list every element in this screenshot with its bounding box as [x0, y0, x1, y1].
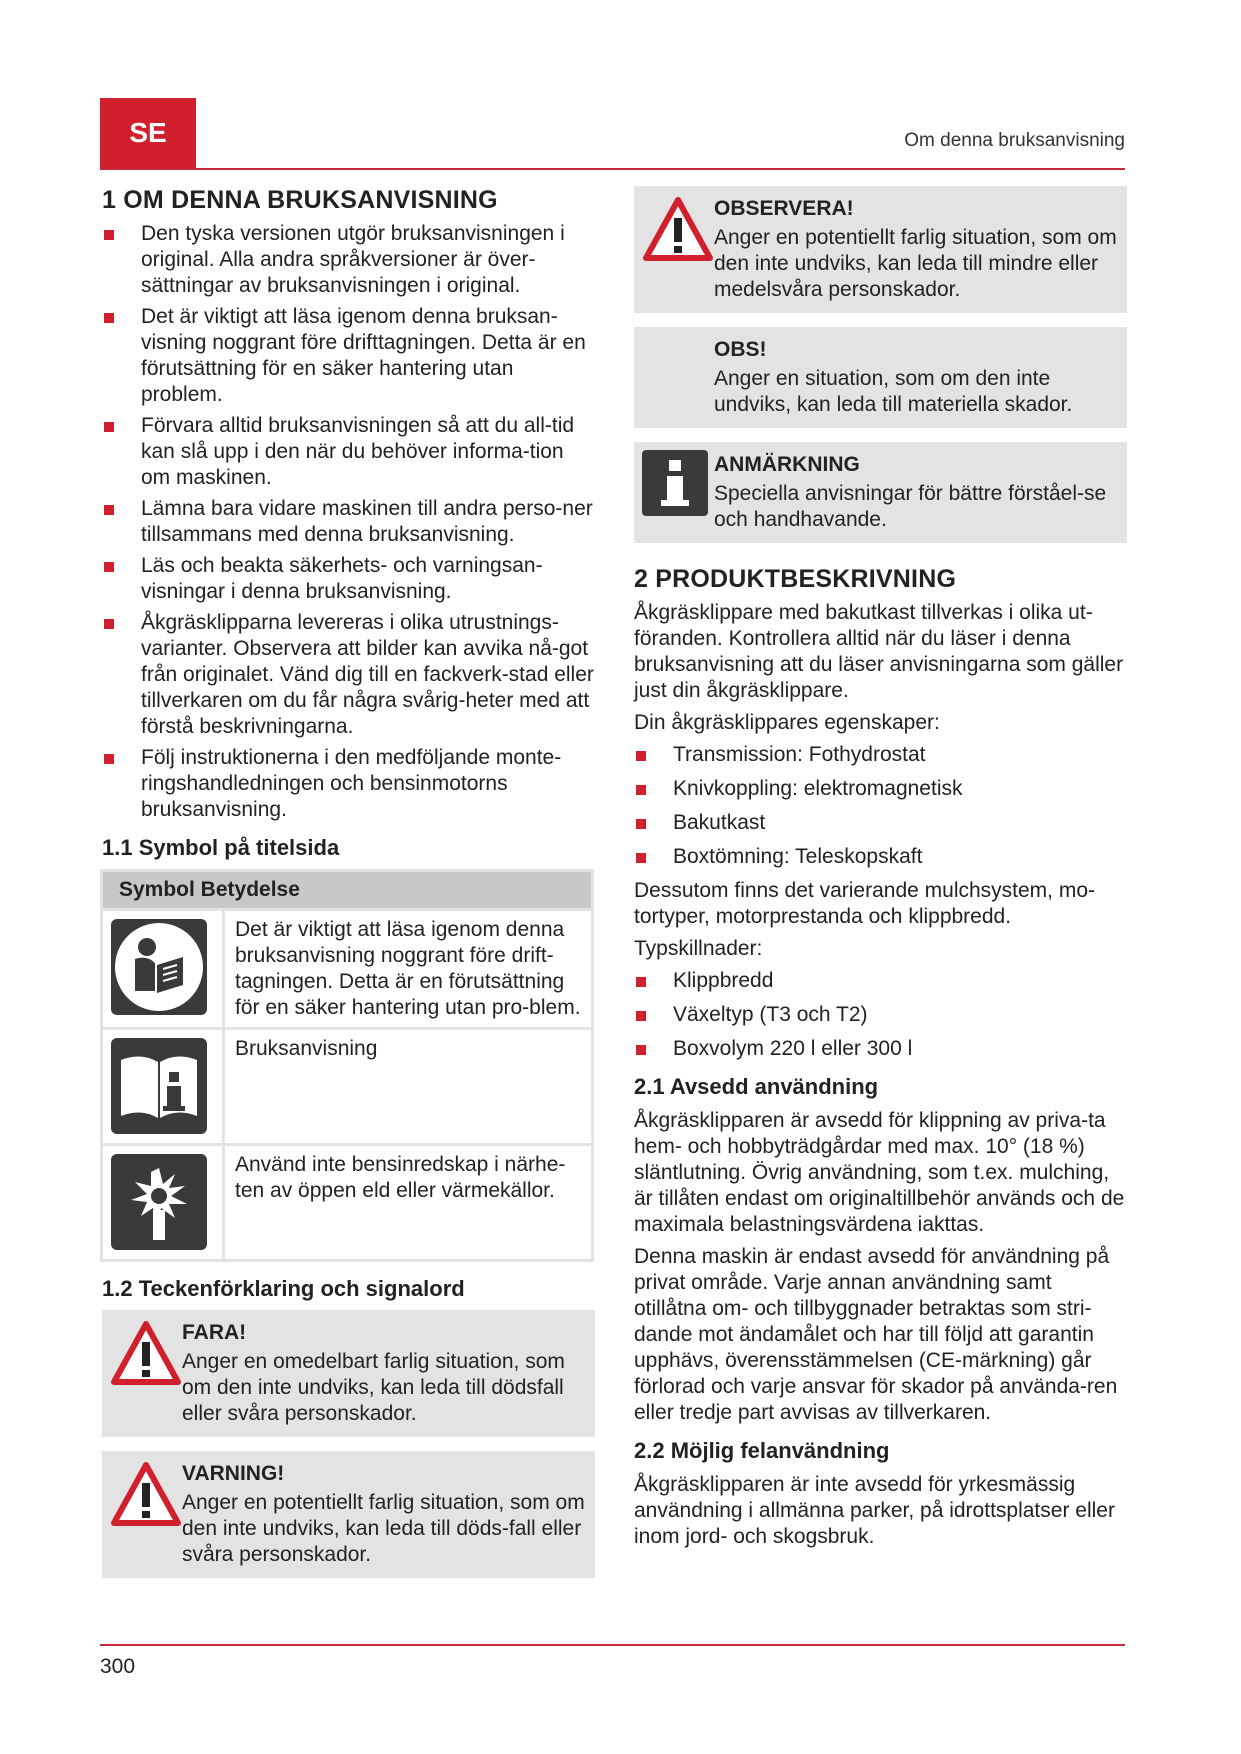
list-item: Läs och beakta säkerhets- och varningsan-visningar i denna bruksanvisning.	[102, 553, 595, 605]
bullet-square-icon	[636, 1045, 646, 1055]
symbol-meaning: Bruksanvisning	[225, 1030, 591, 1143]
list-item: Lämna bara vidare maskinen till andra perso-ner tillsammans med denna bruksanvisning.	[102, 496, 595, 548]
signal-label: ANMÄRKNING	[714, 453, 860, 476]
section-1-bullets	[102, 221, 595, 823]
bullet-square-icon	[104, 754, 114, 764]
section-2-1-paragraph: Åkgräsklipparen är avsedd för klippning av priva-ta hem- och hobbyträdgårdar med max. 10° (18 %) släntlutning. Övrig användning, som t.ex. mulching, är tillåten endast om originaltillbehör används och de maximala belastningsvärdena iakttas.	[634, 1109, 1125, 1236]
header-rule	[100, 168, 1125, 170]
bullet-square-icon	[636, 819, 646, 829]
list-item: Åkgräsklipparna levereras i olika utrustnings-varianter. Observera att bilder kan avvika nå-got från originalet. Vänd dig till en fackverk-stad eller tillverkaren om du får några svårig-heter med att förstå beskrivningarna.	[102, 610, 595, 740]
types-label: Typskillnader:	[634, 937, 763, 960]
signal-description: Anger en potentiellt farlig situation, som om den inte undviks, kan leda till mindre eller medelsvåra personskador.	[714, 226, 1117, 301]
features-label: Din åkgräsklippares egenskaper:	[634, 711, 940, 734]
list-item: Den tyska versionen utgör bruksanvisningen i original. Alla andra språkversioner är över-sättningar av bruksanvisningen i original.	[102, 221, 595, 299]
signal-box-danger	[102, 1310, 595, 1437]
list-item: Bakutkast	[634, 810, 1127, 836]
types-list	[634, 968, 1127, 1062]
page-number: 300	[100, 1655, 136, 1678]
list-item: Boxtömning: Teleskopskaft	[634, 844, 1127, 870]
list-item: Klippbredd	[634, 968, 1127, 994]
bullet-square-icon	[104, 505, 114, 515]
section-1-title: 1 OM DENNA BRUKSANVISNING	[102, 186, 498, 214]
bullet-square-icon	[104, 422, 114, 432]
list-item: Transmission: Fothydrostat	[634, 742, 1127, 768]
bullet-square-icon	[636, 785, 646, 795]
list-item: Boxvolym 220 l eller 300 l	[634, 1036, 1127, 1062]
section-1-1-title: 1.1 Symbol på titelsida	[102, 835, 340, 860]
signal-label: VARNING!	[182, 1462, 285, 1485]
table-row	[103, 911, 591, 1027]
warning-triangle-icon	[110, 1320, 186, 1391]
signal-label: OBSERVERA!	[714, 197, 854, 220]
list-item: Följ instruktionerna i den medföljande monte-ringshandledningen och bensinmotorns bruksanvisning.	[102, 745, 595, 823]
signal-box-warning	[102, 1451, 595, 1578]
signal-description: Speciella anvisningar för bättre förståel-se och handhavande.	[714, 482, 1107, 531]
signal-description: Anger en potentiellt farlig situation, som om den inte undviks, kan leda till döds-fall eller svåra personskador.	[182, 1491, 585, 1566]
signal-box-caution	[634, 186, 1127, 313]
list-item: Knivkoppling: elektromagnetisk	[634, 776, 1127, 802]
section-2-extra: Dessutom finns det varierande mulchsystem, mo-tortyper, motorprestanda och klippbredd.	[634, 879, 1096, 928]
bullet-square-icon	[104, 313, 114, 323]
signal-box-notice	[634, 327, 1127, 428]
bullet-square-icon	[104, 230, 114, 240]
section-2-2-title: 2.2 Möjlig felanvändning	[634, 1438, 890, 1463]
right-column	[634, 186, 1127, 1556]
symbol-meaning: Använd inte bensinredskap i närhe-ten av öppen eld eller värmekällor.	[225, 1146, 591, 1259]
info-icon	[642, 450, 718, 521]
left-column	[102, 186, 595, 1592]
footer-rule	[100, 1644, 1125, 1646]
signal-description: Anger en omedelbart farlig situation, som om den inte undviks, kan leda till dödsfall eller svåra personskador.	[182, 1350, 565, 1425]
list-item: Växeltyp (T3 och T2)	[634, 1002, 1127, 1028]
bullet-square-icon	[636, 751, 646, 761]
list-item: Det är viktigt att läsa igenom denna bruksan-visning noggrant före drifttagningen. Detta är en förutsättning för en säker hantering utan problem.	[102, 304, 595, 408]
section-2-1-title: 2.1 Avsedd användning	[634, 1074, 879, 1099]
bullet-square-icon	[104, 562, 114, 572]
list-item: Förvara alltid bruksanvisningen så att du all-tid kan slå upp i den när du behöver informa-tion om maskinen.	[102, 413, 595, 491]
section-1-2-title: 1.2 Teckenförklaring och signalord	[102, 1276, 465, 1301]
symbol-table	[100, 869, 594, 1262]
running-title: Om denna bruksanvisning	[904, 130, 1125, 151]
manual-book-info-icon	[111, 1038, 207, 1134]
table-row	[103, 1030, 591, 1143]
warning-triangle-icon	[110, 1461, 186, 1532]
bullet-square-icon	[636, 853, 646, 863]
section-2-1-paragraph: Denna maskin är endast avsedd för användning på privat område. Varje annan användning samt otillåtna om- och tillbyggnader betraktas som stri-dande mot ändamålet och har till följd att garantin upphävs, överensstämmelsen (CE-märkning) går förlorad och varje ansvar för skador på användа-ren eller tredje part avvisas av tillverkaren.	[634, 1245, 1118, 1424]
section-2-2-paragraph: Åkgräsklipparen är inte avsedd för yrkesmässig användning i allmänna parker, på idrottsplatser eller inom jord- och skogsbruk.	[634, 1473, 1115, 1548]
bullet-square-icon	[636, 977, 646, 987]
read-manual-person-icon	[111, 919, 207, 1015]
language-tab: SE	[100, 98, 196, 168]
warning-triangle-icon	[642, 196, 718, 267]
symbol-table-header: Symbol Betydelse	[103, 872, 591, 908]
signal-description: Anger en situation, som om den inte undviks, kan leda till materiella skador.	[714, 367, 1073, 416]
symbol-meaning: Det är viktigt att läsa igenom denna bruksanvisning noggrant före drift-tagningen. Detta är en förutsättning för en säker hantering utan pro-blem.	[225, 911, 591, 1027]
bullet-square-icon	[104, 619, 114, 629]
signal-label: OBS!	[714, 338, 767, 361]
bullet-square-icon	[636, 1011, 646, 1021]
signal-box-note	[634, 442, 1127, 543]
no-fuel-near-fire-icon	[111, 1154, 207, 1250]
section-2-title: 2 PRODUKTBESKRIVNING	[634, 565, 957, 593]
features-list	[634, 742, 1127, 870]
signal-label: FARA!	[182, 1321, 247, 1344]
section-2-intro: Åkgräsklippare med bakutkast tillverkas i olika ut-föranden. Kontrollera alltid när du läser i denna bruksanvisning att du läser anvisningarna som gäller just din åkgräsklippare.	[634, 601, 1124, 702]
table-row	[103, 1146, 591, 1259]
